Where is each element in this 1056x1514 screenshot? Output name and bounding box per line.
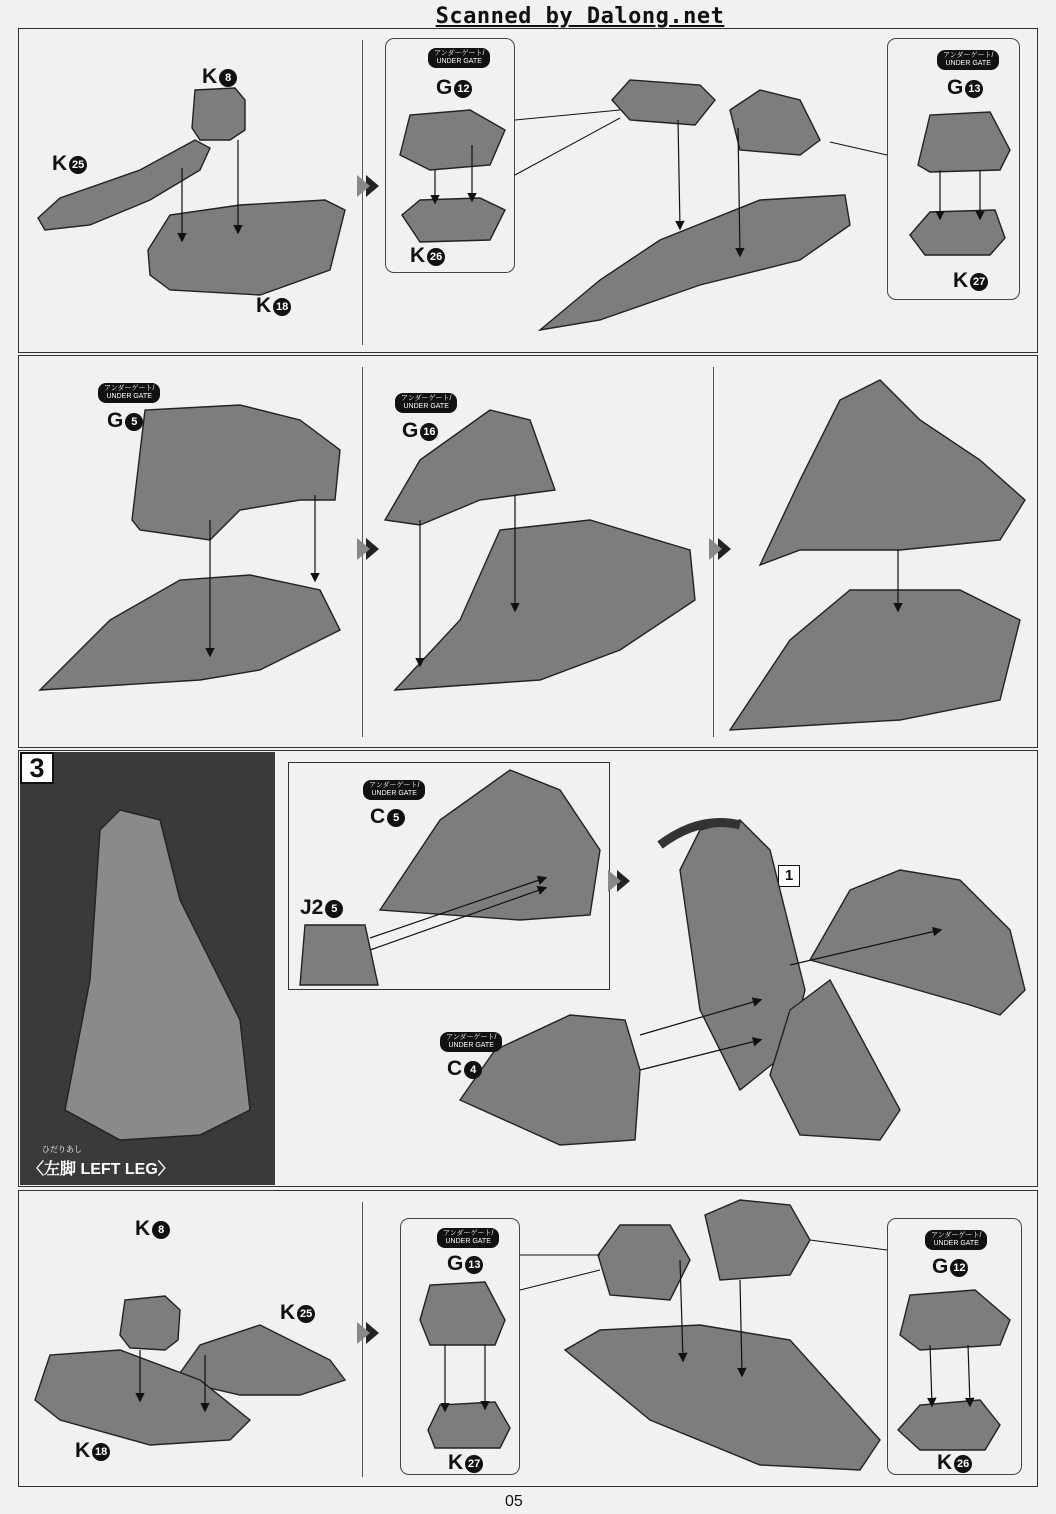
part-leg-side-panel [810,870,1025,1015]
part-k8 [192,88,245,140]
label-k25-b: K 25 [280,1302,315,1323]
label-c4: C 4 [447,1058,482,1079]
label-k25: K 25 [52,153,87,174]
part-k26 [402,198,505,242]
label-k18: K 18 [256,295,291,316]
part-frame-assembly-b [565,1325,880,1470]
label-k26: K 26 [410,245,445,266]
part-hood-d [705,1200,810,1280]
label-j2-5: J2 5 [300,897,343,918]
part-j2-thrusters [300,925,378,985]
part-frame-g16 [395,520,695,690]
step-number: 3 [20,752,54,784]
part-g13-b [420,1282,505,1345]
part-k26-b [898,1400,1000,1450]
label-k27: K 27 [953,270,988,291]
part-hood-a [612,80,715,125]
part-frame-g5 [40,575,340,690]
part-k18 [148,200,345,295]
part-k27 [910,210,1005,255]
label-g13-b: G 13 [447,1253,483,1274]
part-hood-c [598,1225,690,1300]
label-k8: K 8 [202,66,237,87]
label-g12: G 12 [436,77,472,98]
label-g5: G 5 [107,410,143,431]
label-k18-b: K 18 [75,1440,110,1461]
caption-text: 〈左脚 LEFT LEG〉 [28,1161,174,1178]
label-k26-b: K 26 [937,1452,972,1473]
under-gate-badge: アンダーゲート/ UNDER GATE [428,48,490,68]
part-lower-base [730,590,1020,730]
scan-watermark: Scanned by Dalong.net [435,4,725,29]
under-gate-badge: アンダーゲート/ UNDER GATE [98,383,160,403]
part-g13 [918,112,1010,172]
under-gate-badge: アンダーゲート/ UNDER GATE [363,780,425,800]
part-g12 [400,110,505,170]
under-gate-badge: アンダーゲート/ UNDER GATE [437,1228,499,1248]
label-g13: G 13 [947,77,983,98]
ref-box-1: 1 [778,865,800,887]
part-k27-b [428,1402,510,1448]
page-number: 05 [505,1493,523,1510]
under-gate-badge: アンダーゲート/ UNDER GATE [440,1032,502,1052]
label-k27-b: K 27 [448,1452,483,1473]
part-g5 [132,405,340,540]
part-g12-b [900,1290,1010,1350]
part-upper-cover [760,380,1025,565]
part-k8-b [120,1296,180,1350]
under-gate-badge: アンダーゲート/ UNDER GATE [925,1230,987,1250]
part-left-leg-photo-shape [65,810,250,1140]
under-gate-badge: アンダーゲート/ UNDER GATE [395,393,457,413]
part-hood-b [730,90,820,155]
label-g16: G 16 [402,420,438,441]
label-g12-b: G 12 [932,1256,968,1277]
part-frame-assembly [540,195,850,330]
caption-ruby: ひだりあし [42,1145,82,1154]
label-k8-b: K 8 [135,1218,170,1239]
under-gate-badge: アンダーゲート/ UNDER GATE [937,50,999,70]
label-c5: C 5 [370,806,405,827]
